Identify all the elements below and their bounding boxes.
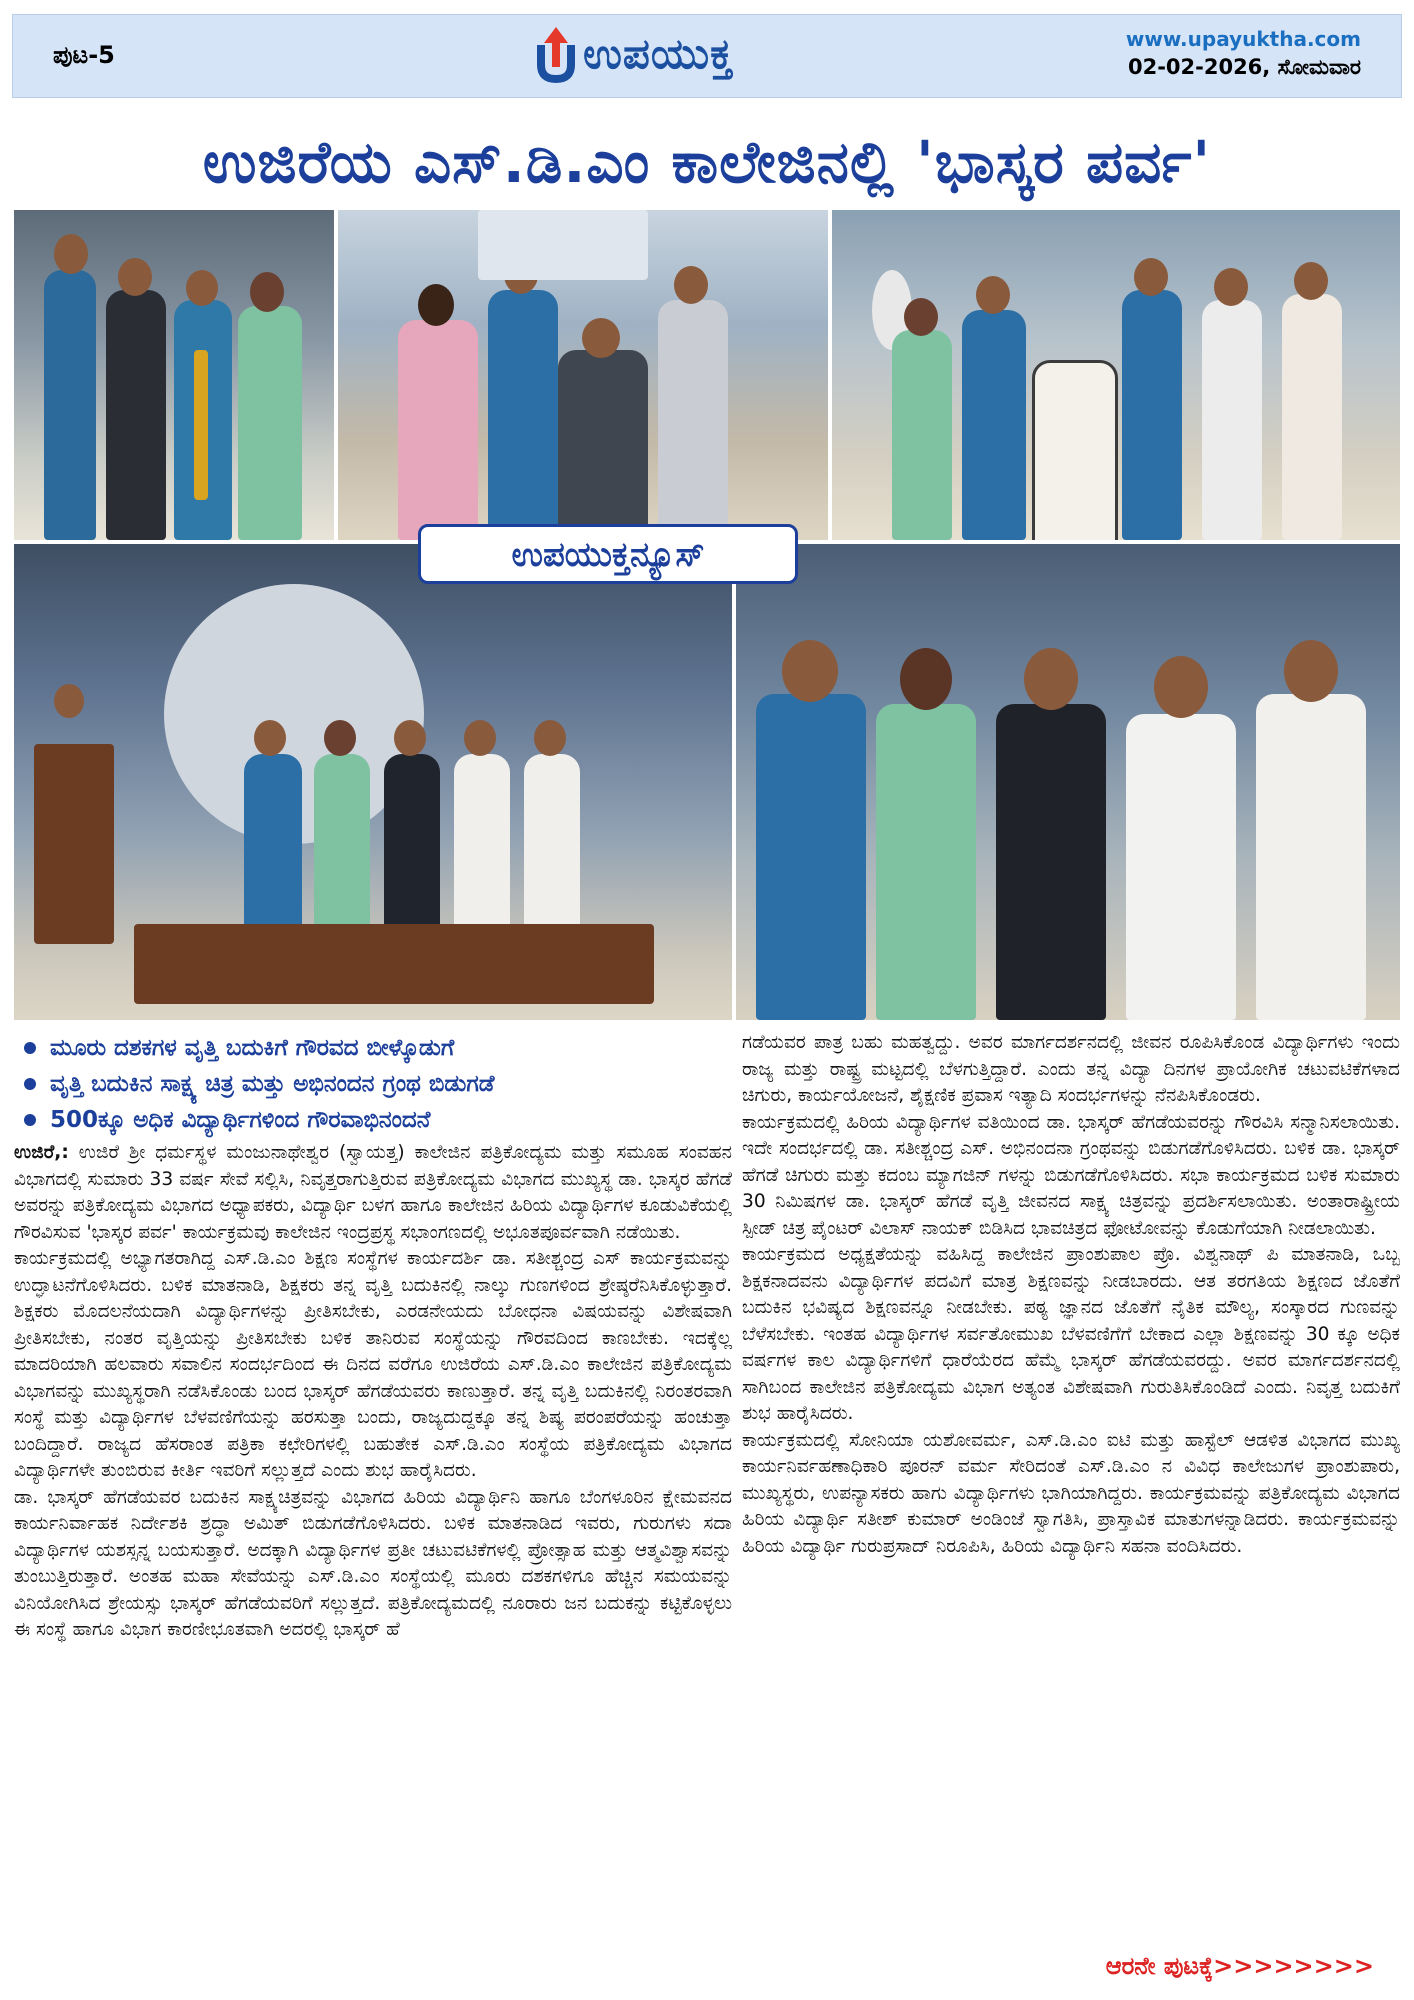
article-paragraph: ಕಾರ್ಯಕ್ರಮದಲ್ಲಿ ಸೋನಿಯಾ ಯಶೋವರ್ಮ, ಎಸ್.ಡಿ.ಎಂ ಐಟಿ ಮತ್ತು ಹಾಸ್ಟೆಲ್ ಆಡಳಿತ ವಿಭಾಗದ ಮುಖ್ಯ ಕಾರ್ಯನಿರ್ವಹಣಾಧಿಕಾರಿ ಪೂರನ್ ವರ್ಮ ಸೇರಿದಂತೆ ಎಸ್.ಡಿ.ಎಂ ನ ವಿವಿಧ ಕಾಲೇಜುಗಳ ಪ್ರಾಂಶುಪಾರು, ಮುಖ್ಯಸ್ಥರು, ಉಪನ್ಯಾಸಕರು ಹಾಗು ವಿದ್ಯಾರ್ಥಿಗಳು ಭಾಗಿಯಾಗಿದ್ದರು. ಕಾರ್ಯಕ್ರಮವನ್ನು ಪತ್ರಿಕೋದ್ಯಮ ವಿಭಾಗದ ಹಿರಿಯ ವಿದ್ಯಾರ್ಥಿ ಸತೀಶ್ ಕುಮಾರ್ ಅಂಡಿಂಜೆ ಸ್ವಾಗತಿಸಿ, ಪ್ರಾಸ್ತಾವಿಕ ಮಾತುಗಳನ್ನಾಡಿದರು. ಕಾರ್ಯಕ್ರಮವನ್ನು ಹಿರಿಯ ವಿದ್ಯಾರ್ಥಿ ಗುರುಪ್ರಸಾದ್ ನಿರೂಪಿಸಿ, ಹಿರಿಯ ವಿದ್ಯಾರ್ಥಿನಿ ಸಹನಾ ವಂದಿಸಿದರು. (742, 1429, 1400, 1557)
logo-text: ಉಪಯುಕ್ತ (583, 29, 734, 78)
site-url-link[interactable]: www.upayuktha.com (1125, 27, 1361, 51)
logo-arrow-icon (533, 23, 579, 85)
article-paragraph: ಗಡೆಯವರ ಪಾತ್ರ ಬಹು ಮಹತ್ವದ್ದು. ಅವರ ಮಾರ್ಗದರ್ಶನದಲ್ಲಿ ಜೀವನ ರೂಪಿಸಿಕೊಂಡ ವಿದ್ಯಾರ್ಥಿಗಳು ಇಂದು ರಾಜ್ಯ ಮತ್ತು ರಾಷ್ಟ್ರ ಮಟ್ಟದಲ್ಲಿ ಬೆಳಗುತ್ತಿದ್ದಾರೆ. ಎಂದು ತನ್ನ ವಿದ್ಯಾ ದಿನಗಳ ಪ್ರಾಯೋಗಿಕ ಚಟುವಟಿಕೆಗಳಾದ ಚಿಗುರು, ಕಾರ್ಯಯೋಜನೆ, ಶೈಕ್ಷಣಿಕ ಪ್ರವಾಸ ಇತ್ಯಾದಿ ಸಂದರ್ಭಗಳನ್ನು ನೆನಪಿಸಿಕೊಂಡರು. (742, 1032, 1400, 1106)
photo-portrait-presentation (832, 210, 1400, 540)
highlights-list (14, 1030, 734, 1138)
photo-book-release-stage (14, 544, 732, 1020)
highlight-item: ವೃತ್ತಿ ಬದುಕಿನ ಸಾಕ್ಷ್ಯ ಚಿತ್ರ ಮತ್ತು ಅಭಿನಂದನ ಗ್ರಂಥ ಬಿಡುಗಡೆ (14, 1066, 734, 1102)
logo (533, 23, 734, 85)
article-column-right (742, 1030, 1400, 1560)
bullet-icon (24, 1114, 36, 1126)
article-paragraph: ಡಾ. ಭಾಸ್ಕರ್ ಹೆಗಡೆಯವರ ಬದುಕಿನ ಸಾಕ್ಷ್ಯಚಿತ್ರವನ್ನು ವಿಭಾಗದ ಹಿರಿಯ ವಿದ್ಯಾರ್ಥಿನಿ ಹಾಗೂ ಬೆಂಗಳೂರಿನ ಕ್ಷೇಮವನದ ಕಾರ್ಯನಿರ್ವಾಹಕ ನಿರ್ದೇಶಕಿ ಶ್ರದ್ಧಾ ಅಮಿತ್ ಬಿಡುಗಡೆಗೊಳಿಸಿದರು. ಬಳಿಕ ಮಾತನಾಡಿದ ಇವರು, ಗುರುಗಳು ಸದಾ ವಿದ್ಯಾರ್ಥಿಗಳ ಯಶಸ್ಸನ್ನ ಬಯಸುತ್ತಾರೆ. ಅದಕ್ಕಾಗಿ ವಿದ್ಯಾರ್ಥಿಗಳ ಪ್ರತೀ ಚಟುವಟಿಕೆಗಳಲ್ಲಿ ಪ್ರೋತ್ಸಾಹ ಮತ್ತು ಆತ್ಮವಿಶ್ವಾಸವನ್ನು ತುಂಬುತ್ತಿರುತ್ತಾರೆ. ಅಂತಹ ಮಹಾ ಸೇವೆಯನ್ನು ಎಸ್.ಡಿ.ಎಂ ಸಂಸ್ಥೆಯಲ್ಲಿ ಮೂರು ದಶಕಗಳಿಗೂ ಹೆಚ್ಚಿನ ಸಮಯವನ್ನು ವಿನಿಯೋಗಿಸಿದ ಶ್ರೇಯಸ್ಸು ಭಾಸ್ಕರ್ ಹೆಗಡೆಯವರಿಗೆ ಸಲ್ಲುತ್ತದೆ. ಪತ್ರಿಕೋದ್ಯಮದಲ್ಲಿ ನೂರಾರು ಜನ ಬದುಕನ್ನು ಕಟ್ಟಿಕೊಳ್ಳಲು ಈ ಸಂಸ್ಥೆ ಹಾಗೂ ವಿಭಾಗ ಕಾರಣೀಭೂತವಾಗಿ ಅದರಲ್ಲಿ ಭಾಸ್ಕರ್ ಹೆ (14, 1486, 732, 1640)
photo-book-release-closeup (736, 544, 1400, 1020)
highlight-item: 500ಕ್ಕೂ ಅಧಿಕ ವಿದ್ಯಾರ್ಥಿಗಳಿಂದ ಗೌರವಾಭಿನಂದನೆ (14, 1102, 734, 1138)
photo-watermark-banner: ಉಪಯುಕ್ತನ್ಯೂಸ್ (418, 524, 798, 584)
bullet-icon (24, 1042, 36, 1054)
photo-felicitation (338, 210, 828, 540)
issue-date: 02-02-2026, ಸೋಮವಾರ (1127, 55, 1361, 79)
article-paragraph: ಕಾರ್ಯಕ್ರಮದಲ್ಲಿ ಅಭ್ಯಾಗತರಾಗಿದ್ದ ಎಸ್.ಡಿ.ಎಂ ಶಿಕ್ಷಣ ಸಂಸ್ಥೆಗಳ ಕಾರ್ಯದರ್ಶಿ ಡಾ. ಸತೀಶ್ಚಂದ್ರ ಎಸ್ ಕಾರ್ಯಕ್ರಮವನ್ನು ಉದ್ಘಾಟನೆಗೊಳಿಸಿದರು. ಬಳಿಕ ಮಾತನಾಡಿ, ಶಿಕ್ಷಕರು ತನ್ನ ವೃತ್ತಿ ಬದುಕಿನಲ್ಲಿ ನಾಲ್ಕು ಗುಣಗಳಿಂದ ಶ್ರೇಷ್ಠರೆನಿಸಿಕೊಳ್ಳುತ್ತಾರೆ. ಶಿಕ್ಷಕರು ಮೊದಲನೆಯದಾಗಿ ವಿದ್ಯಾರ್ಥಿಗಳನ್ನು ಪ್ರೀತಿಸಬೇಕು, ಎರಡನೇಯದು ಬೋಧನಾ ವಿಷಯವನ್ನು ವಿಶೇಷವಾಗಿ ಪ್ರೀತಿಸಬೇಕು, ನಂತರ ವೃತ್ತಿಯನ್ನು ಪ್ರೀತಿಸಬೇಕು ಬಳಿಕ ತಾನಿರುವ ಸಂಸ್ಥೆಯನ್ನು ಗೌರವದಿಂದ ಕಾಣಬೇಕು. ಇದಕ್ಕೆಲ್ಲ ಮಾದರಿಯಾಗಿ ಹಲವಾರು ಸವಾಲಿನ ಸಂದರ್ಭದಿಂದ ಈ ದಿನದ ವರೆಗೂ ಉಜಿರೆಯ ಎಸ್.ಡಿ.ಎಂ ಕಾಲೇಜಿನ ಪತ್ರಿಕೋದ್ಯಮ ವಿಭಾಗವನ್ನು ಮುಖ್ಯಸ್ಥರಾಗಿ ನಡೆಸಿಕೊಂಡು ಬಂದ ಭಾಸ್ಕರ್ ಹೆಗಡೆಯವರು ಕಾಣುತ್ತಾರೆ. ತನ್ನ ವೃತ್ತಿ ಬದುಕಿನಲ್ಲಿ ನಿರಂತರವಾಗಿ ಸಂಸ್ಥೆ ಮತ್ತು ವಿದ್ಯಾರ್ಥಿಗಳ ಬೆಳವಣಿಗೆಯನ್ನು ಹರಸುತ್ತಾ ಬಂದು, ರಾಜ್ಯದುದ್ದಕ್ಕೂ ತನ್ನ ಶಿಷ್ಯ ಪರಂಪರೆಯನ್ನು ಹಂಚುತ್ತಾ ಬಂದಿದ್ದಾರೆ. ರಾಜ್ಯದ ಹೆಸರಾಂತ ಪತ್ರಿಕಾ ಕಛೇರಿಗಳಲ್ಲಿ ಬಹುತೇಕ ಎಸ್.ಡಿ.ಎಂ ಸಂಸ್ಥೆಯ ಪತ್ರಿಕೋದ್ಯಮ ವಿಭಾಗದ ವಿದ್ಯಾರ್ಥಿಗಳೇ ತುಂಬಿರುವ ಕೀರ್ತಿ ಇವರಿಗೆ ಸಲ್ಲುತ್ತದೆ ಎಂದು ಶುಭ ಹಾರೈಸಿದರು. (14, 1248, 732, 1481)
bullet-icon (24, 1078, 36, 1090)
continue-link[interactable]: ಆರನೇ ಪುಟಕ್ಕೆ>>>>>>>> (1105, 1952, 1374, 1980)
header-meta (1126, 27, 1361, 80)
page-header (12, 14, 1402, 98)
page-title: ಉಜಿರೆಯ ಎಸ್.ಡಿ.ಎಂ ಕಾಲೇಜಿನಲ್ಲಿ 'ಭಾಸ್ಕರ ಪರ್ವ' (202, 128, 1212, 196)
article-paragraph: ಕಾರ್ಯಕ್ರಮದಲ್ಲಿ ಹಿರಿಯ ವಿದ್ಯಾರ್ಥಿಗಳ ವತಿಯಿಂದ ಡಾ. ಭಾಸ್ಕರ್ ಹೆಗಡೆಯವರನ್ನು ಗೌರವಿಸಿ ಸನ್ಮಾನಿಸಲಾಯಿತು. ಇದೇ ಸಂದರ್ಭದಲ್ಲಿ ಡಾ. ಸತೀಶ್ಚಂದ್ರ ಎಸ್. ಅಭಿನಂದನಾ ಗ್ರಂಥವನ್ನು ಬಿಡುಗಡೆಗೊಳಿಸಿದರು. ಬಳಿಕ ಡಾ. ಭಾಸ್ಕರ್ ಹೆಗಡೆ ಚಿಗುರು ಮತ್ತು ಕದಂಬ ಮ್ಯಾಗಜಿನ್ ಗಳನ್ನು ಬಿಡುಗಡೆಗೊಳಿಸಿದರು. ಸಭಾ ಕಾರ್ಯಕ್ರಮದ ಬಳಿಕ ಸುಮಾರು 30 ನಿಮಿಷಗಳ ಡಾ. ಭಾಸ್ಕರ್ ಹೆಗಡೆ ವೃತ್ತಿ ಜೀವನದ ಸಾಕ್ಷ್ಯ ಚಿತ್ರವನ್ನು ಪ್ರದರ್ಶಿಸಲಾಯಿತು. ಅಂತಾರಾಷ್ಟ್ರೀಯ ಸ್ಪೀಡ್ ಚಿತ್ರ ಪೈಂಟರ್ ವಿಲಾಸ್ ನಾಯಕ್ ಬಿಡಿಸಿದ ಭಾವಚಿತ್ರದ ಫೋಟೋವನ್ನು ಕೊಡುಗೆಯಾಗಿ ನೀಡಲಾಯಿತು. (742, 1111, 1400, 1239)
article-column-left (14, 1140, 732, 1644)
article-paragraph: ಉಜಿರೆ,: ಉಜಿರೆ ಶ್ರೀ ಧರ್ಮಸ್ಥಳ ಮಂಜುನಾಥೇಶ್ವರ (ಸ್ವಾಯತ್ತ) ಕಾಲೇಜಿನ ಪತ್ರಿಕೋದ್ಯಮ ಮತ್ತು ಸಮೂಹ ಸಂವಹನ ವಿಭಾಗದಲ್ಲಿ ಸುಮಾರು 33 ವರ್ಷ ಸೇವೆ ಸಲ್ಲಿಸಿ, ನಿವೃತ್ತರಾಗುತ್ತಿರುವ ಪತ್ರಿಕೋದ್ಯಮ ವಿಭಾಗದ ಮುಖ್ಯಸ್ಥ ಡಾ. ಭಾಸ್ಕರ ಹೆಗಡೆ ಅವರನ್ನು ಪತ್ರಿಕೋದ್ಯಮ ವಿಭಾಗದ ಅಧ್ಯಾಪಕರು, ವಿದ್ಯಾರ್ಥಿ ಬಳಗ ಹಾಗೂ ಕಾಲೇಜಿನ ಹಿರಿಯ ವಿದ್ಯಾರ್ಥಿಗಳ ಕೂಡುವಿಕೆಯಲ್ಲಿ ಗೌರವಿಸುವ 'ಭಾಸ್ಕರ ಪರ್ವ' ಕಾರ್ಯಕ್ರಮವು ಕಾಲೇಜಿನ ಇಂದ್ರಪ್ರಸ್ಥ ಸಭಾಂಗಣದಲ್ಲಿ ಅಭೂತಪೂರ್ವವಾಗಿ ನಡೆಯಿತು. (14, 1142, 733, 1243)
dateline: ಉಜಿರೆ,: (14, 1142, 69, 1163)
page-number: ಪುಟ-5 (53, 41, 115, 69)
article-paragraph: ಕಾರ್ಯಕ್ರಮದ ಅಧ್ಯಕ್ಷತೆಯನ್ನು ವಹಿಸಿದ್ದ ಕಾಲೇಜಿನ ಪ್ರಾಂಶುಪಾಲ ಪ್ರೊ. ವಿಶ್ವನಾಥ್ ಪಿ ಮಾತನಾಡಿ, ಒಬ್ಬ ಶಿಕ್ಷಕನಾದವನು ವಿದ್ಯಾರ್ಥಿಗಳ ಪದವಿಗೆ ಮಾತ್ರ ಶಿಕ್ಷಣವನ್ನು ನೀಡಬಾರದು. ಆತ ತರಗತಿಯ ಶಿಕ್ಷಣದ ಜೊತೆಗೆ ಬದುಕಿನ ಭವಿಷ್ಯದ ಶಿಕ್ಷಣವನ್ನೂ ನೀಡಬೇಕು. ಪಠ್ಯ ಜ್ಞಾನದ ಜೊತೆಗೆ ನೈತಿಕ ಮೌಲ್ಯ, ಸಂಸ್ಕಾರದ ಗುಣವನ್ನು ಬೆಳೆಸಬೇಕು. ಇಂತಹ ವಿದ್ಯಾರ್ಥಿಗಳ ಸರ್ವತೋಮುಖ ಬೆಳವಣಿಗೆಗೆ ಬೇಕಾದ ಎಲ್ಲಾ ಶಿಕ್ಷಣವನ್ನು 30 ಕ್ಕೂ ಅಧಿಕ ವರ್ಷಗಳ ಕಾಲ ವಿದ್ಯಾರ್ಥಿಗಳಿಗೆ ಧಾರೆಯೆರದ ಹೆಮ್ಮೆ ಭಾಸ್ಕರ್ ಹೆಗಡೆಯವರದ್ದು. ಅವರ ಮಾರ್ಗದರ್ಶನದಲ್ಲಿ ಸಾಗಿಬಂದ ಕಾಲೇಜಿನ ಪತ್ರಿಕೋದ್ಯಮ ವಿಭಾಗ ಅತ್ಯಂತ ವಿಶೇಷವಾಗಿ ಗುರುತಿಸಿಕೊಂಡಿದೆ ಎಂದು. ನಿವೃತ್ತ ಬದುಕಿಗೆ ಶುಭ ಹಾರೈಸಿದರು. (742, 1244, 1400, 1424)
highlight-item: ಮೂರು ದಶಕಗಳ ವೃತ್ತಿ ಬದುಕಿಗೆ ಗೌರವದ ಬೀಳ್ಕೊಡುಗೆ (14, 1030, 734, 1066)
photo-lamp-lighting (14, 210, 334, 540)
